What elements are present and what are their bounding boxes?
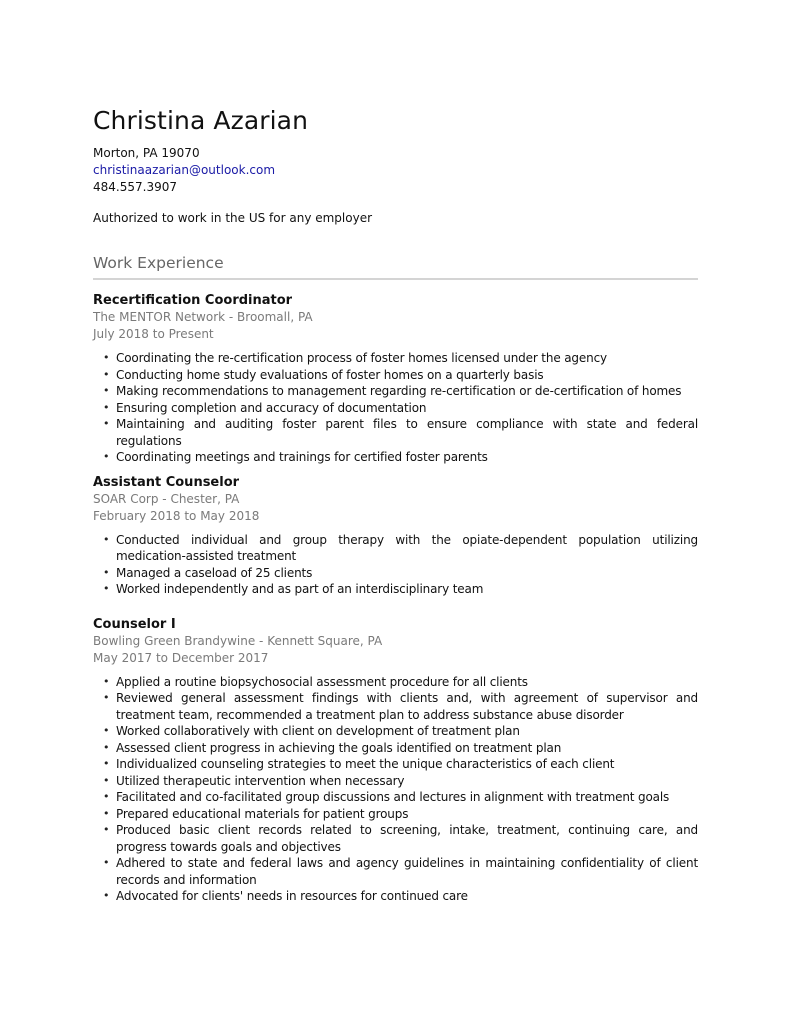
job-dates: February 2018 to May 2018: [93, 508, 260, 523]
duty-item: • Applied a routine biopsychosocial assessment procedure for all clients: [116, 674, 698, 691]
work-authorization: Authorized to work in the US for any employer: [93, 211, 373, 225]
job-title: Assistant Counselor: [93, 474, 240, 490]
job-title: Recertification Coordinator: [93, 293, 293, 308]
location: Morton, PA 19070: [93, 146, 200, 160]
duty-item: • Reviewed general assessment findings with clients and, with agreement of supervisor and treatment team, recommended a treatment plan to address substance abuse disorder: [116, 690, 698, 723]
job-entry: [93, 474, 698, 598]
section-title-work-experience: Work Experience: [93, 253, 698, 280]
duty-item: • Worked collaboratively with client on development of treatment plan: [116, 723, 698, 740]
duty-item: • Individualized counseling strategies to meet the unique characteristics of each client: [116, 756, 698, 773]
duties-list: [93, 532, 698, 598]
candidate-name: Christina Azarian: [93, 106, 309, 135]
job-company: The MENTOR Network - Broomall, PA: [93, 310, 313, 324]
duty-item: • Utilized therapeutic intervention when necessary: [116, 773, 698, 790]
duty-item: • Managed a caseload of 25 clients: [116, 565, 698, 582]
duty-item: • Produced basic client records related to screening, intake, treatment, continuing care, and progress towards goals and objectives: [116, 822, 698, 855]
duty-item: • Prepared educational materials for patient groups: [116, 806, 698, 823]
job-company: SOAR Corp - Chester, PA: [93, 491, 240, 506]
job-entry: [93, 616, 698, 905]
email-link[interactable]: christinaazarian@outlook.com: [93, 163, 276, 177]
duty-item: • Coordinating meetings and trainings for certified foster parents: [116, 449, 698, 466]
job-title: Counselor I: [93, 616, 176, 632]
duty-item: • Assessed client progress in achieving the goals identified on treatment plan: [116, 740, 698, 757]
duty-item: • Worked independently and as part of an interdisciplinary team: [116, 581, 698, 598]
job-dates: July 2018 to Present: [93, 327, 214, 341]
contact-block: [93, 145, 698, 196]
duty-item: • Facilitated and co-facilitated group discussions and lectures in alignment with treatment goals: [116, 789, 698, 806]
job-entry: [93, 292, 698, 466]
job-dates: May 2017 to December 2017: [93, 650, 269, 665]
duty-item: • Conducted individual and group therapy with the opiate-dependent population utilizing medication-assisted treatment: [116, 532, 698, 565]
resume-page: [93, 106, 698, 905]
duties-list: [93, 674, 698, 905]
duty-item: • Making recommendations to management regarding re-certification or de-certification of homes: [116, 383, 698, 400]
job-company: Bowling Green Brandywine - Kennett Square, PA: [93, 633, 383, 648]
duty-item: • Adhered to state and federal laws and agency guidelines in maintaining confidentiality of client records and information: [116, 855, 698, 888]
duty-item: • Advocated for clients' needs in resources for continued care: [116, 888, 698, 905]
duty-item: • Conducting home study evaluations of foster homes on a quarterly basis: [116, 367, 698, 384]
duties-list: [93, 350, 698, 466]
jobs-list: [93, 292, 698, 905]
duty-item: • Ensuring completion and accuracy of documentation: [116, 400, 698, 417]
duty-item: • Coordinating the re-certification process of foster homes licensed under the agency: [116, 350, 698, 367]
duty-item: • Maintaining and auditing foster parent files to ensure compliance with state and federal regulations: [116, 416, 698, 449]
phone: 484.557.3907: [93, 180, 177, 194]
